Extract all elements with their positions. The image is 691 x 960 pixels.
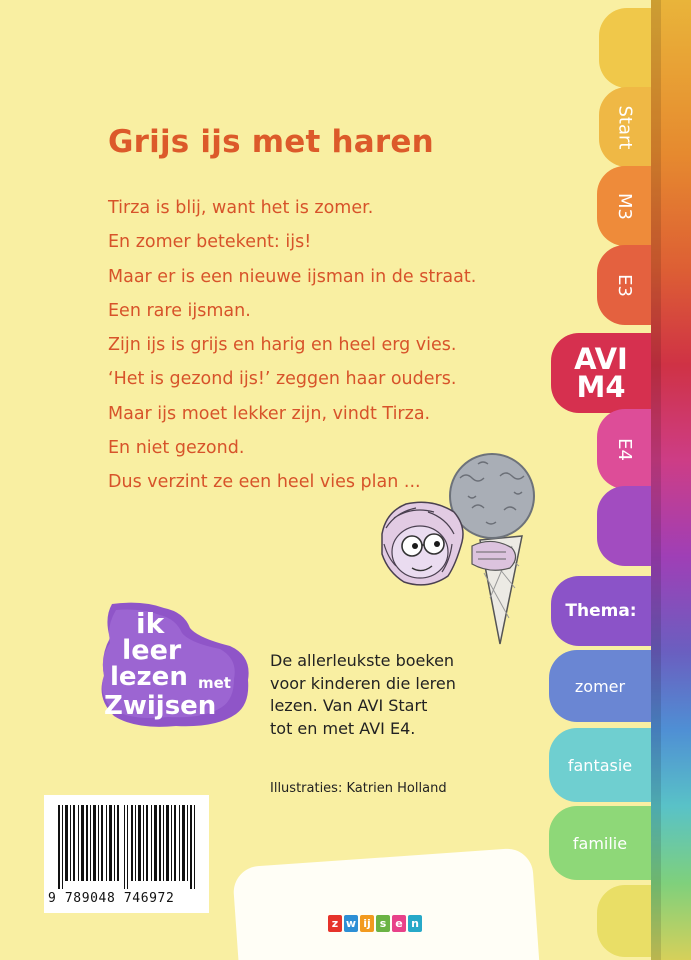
publisher-logo-letter: s	[376, 915, 390, 932]
isbn-number: 9 789048 746972	[48, 891, 175, 906]
spine-edge	[651, 0, 691, 960]
tab-blank-bottom	[597, 885, 651, 957]
tab-m3	[597, 166, 651, 246]
logo-text-zwijsen: Zwijsen	[104, 691, 217, 721]
tab-theme-familie	[549, 806, 651, 880]
blurb-line: tot en met AVI E4.	[270, 718, 416, 738]
tab-blank-violet	[597, 486, 651, 566]
tab-label-e4: E4	[613, 437, 635, 461]
blurb-line: lezen. Van AVI Start	[270, 696, 428, 715]
barcode-panel	[44, 795, 209, 913]
publisher-logo-letter: e	[392, 915, 406, 932]
story-line: ‘Het is gezond ijs!’ zeggen haar ouders.	[108, 369, 457, 390]
story-line: Maar ijs moet lekker zijn, vindt Tirza.	[108, 403, 431, 424]
illustrator-credit: Illustraties: Katrien Holland	[270, 781, 447, 796]
tab-e3	[597, 245, 651, 325]
story-line: Zijn ijs is grijs en harig en heel erg vies.	[108, 335, 457, 356]
blurb-line: voor kinderen die leren	[270, 673, 456, 693]
illustration-girl-with-ice-cream	[372, 448, 572, 648]
story-line: Dus verzint ze een heel vies plan ...	[108, 472, 421, 493]
tab-label-m4: M4	[576, 370, 626, 404]
story-line: En zomer betekent: ijs!	[108, 232, 312, 253]
publisher-logo-letter: ij	[360, 915, 374, 932]
publisher-logo-letter: w	[345, 917, 357, 930]
publisher-logo	[328, 915, 422, 932]
tab-label-avi: AVI	[574, 342, 628, 376]
tab-e4	[597, 409, 651, 489]
tab-label-e3: E3	[613, 273, 635, 297]
tab-label-start: Start	[614, 105, 636, 149]
white-corner-card	[232, 847, 540, 960]
story-line: Maar er is een nieuwe ijsman in de straat.	[108, 266, 477, 287]
barcode	[52, 805, 202, 889]
tab-label-fantasie: fantasie	[567, 755, 633, 775]
tab-label-zomer: zomer	[574, 676, 626, 696]
tab-start	[599, 87, 651, 167]
logo-text-met: met	[198, 674, 231, 692]
logo-text-leer: leer	[122, 635, 182, 666]
series-blurb	[270, 650, 510, 740]
series-logo	[94, 600, 254, 730]
logo-text-ik: ik	[136, 607, 165, 640]
book-title: Grijs ijs met haren	[108, 124, 434, 160]
blurb-line: De allerleukste boeken	[270, 651, 455, 670]
story-line: Tirza is blij, want het is zomer.	[108, 198, 374, 218]
tab-label-thema: Thema:	[565, 601, 637, 621]
tab-thema	[551, 576, 651, 646]
tab-avi-m4-active	[551, 333, 651, 413]
publisher-logo-letter: z	[328, 915, 342, 932]
tab-label-familie: familie	[572, 833, 628, 853]
tab-theme-zomer	[549, 650, 651, 722]
publisher-logo-letter: n	[408, 915, 422, 932]
story-line: Een rare ijsman.	[108, 300, 251, 321]
story-line: En niet gezond.	[108, 438, 245, 459]
tab-label-m3: M3	[613, 192, 635, 220]
logo-text-lezen: lezen	[110, 662, 188, 692]
tab-theme-fantasie	[549, 728, 651, 802]
tab-blank-top	[599, 8, 651, 88]
